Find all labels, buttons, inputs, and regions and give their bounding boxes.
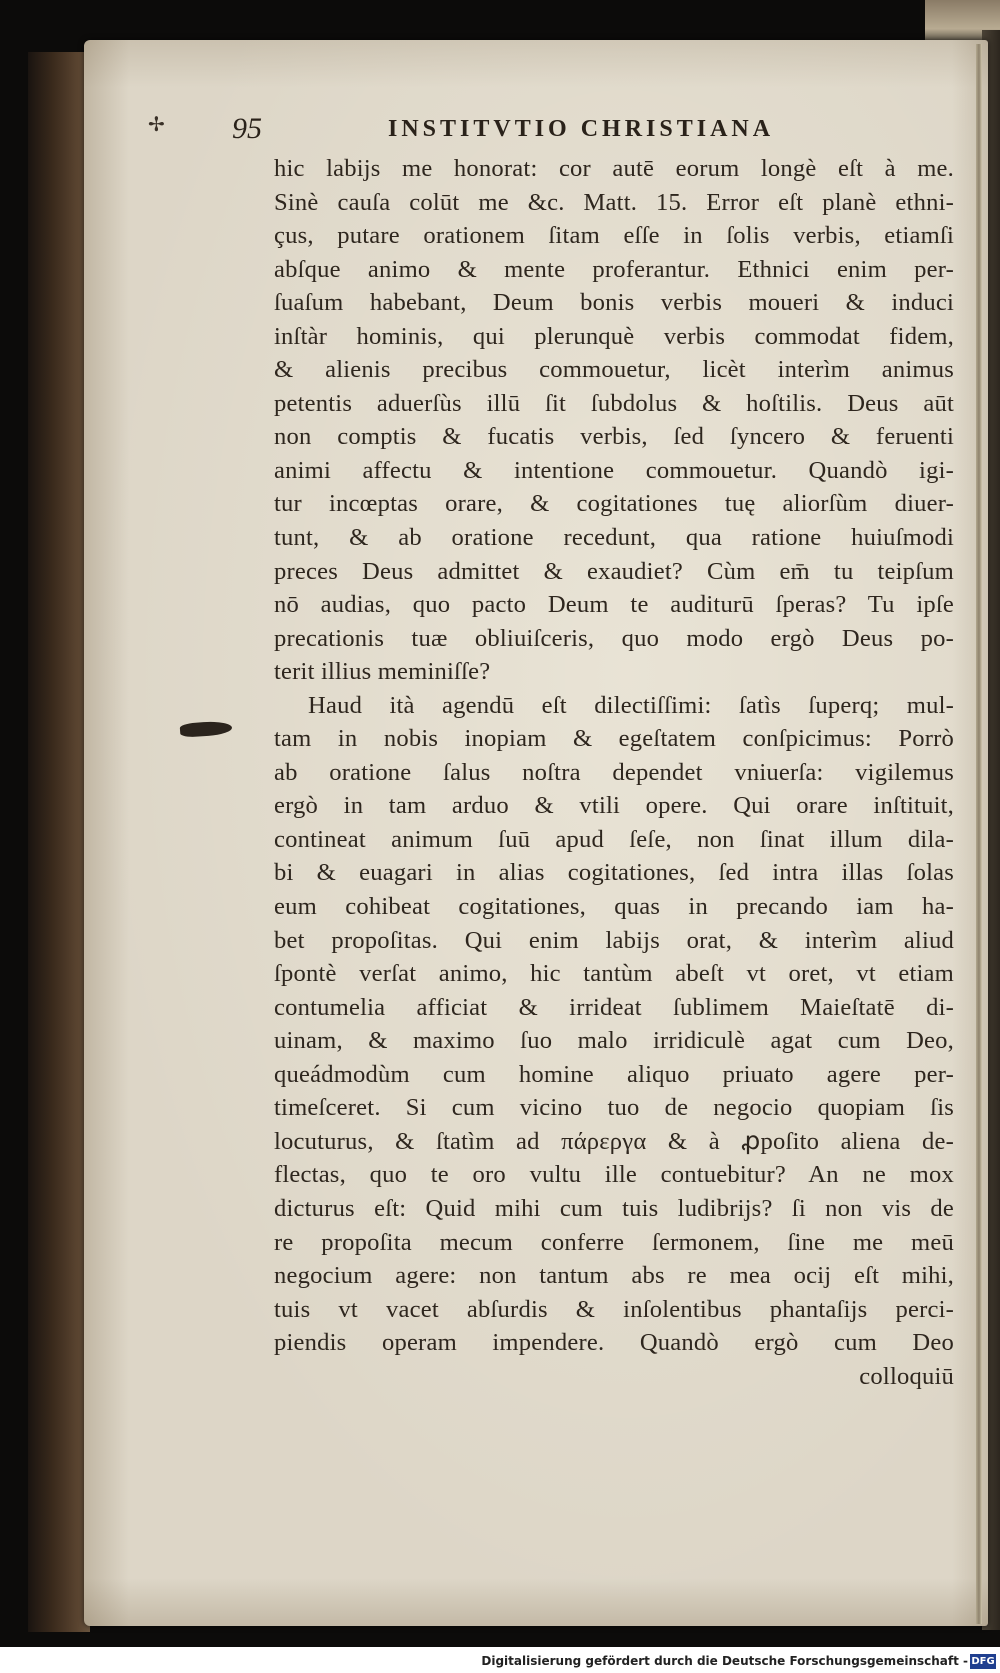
text-line: ergò in tam arduo & vtili opere. Qui orare inſtituit, <box>274 792 954 820</box>
funding-credit: Digitalisierung gefördert durch die Deutsche Forschungsgemeinschaft - <box>481 1654 968 1668</box>
running-head: INSTITVTIO CHRISTIANA <box>388 116 775 142</box>
text-line: nō audias, quo pacto Deum te auditurū ſperas? Tu ipſe <box>274 591 954 619</box>
text-line: tam in nobis inopiam & egeſtatem conſpicimus: Porrò <box>274 725 954 753</box>
text-line: piendis operam impendere. Quandò ergò cum Deo <box>274 1329 954 1357</box>
text-line: abſque animo & mente proferantur. Ethnici enim per- <box>274 255 954 283</box>
text-line: hic labijs me honorat: cor autē eorum longè eſt à me. <box>274 155 954 182</box>
page-header <box>232 112 814 152</box>
text-line: çus, putare orationem ſitam eſſe in ſolis verbis, etiamſi <box>274 222 954 250</box>
text-line: ſpontè verſat animo, hic tantùm abeſt vt oret, vt etiam <box>274 960 954 988</box>
text-line: contineat animum ſuū apud ſeſe, non ſinat illum dila- <box>274 825 954 853</box>
text-line: Haud ità agendū eſt dilectiſſimi: ſatìs ſuperq; mul- <box>308 691 954 719</box>
text-line: ſuaſum habebant, Deum bonis verbis moueri & induci <box>274 289 954 317</box>
text-line: queádmodùm cum homine aliquo priuato agere per- <box>274 1060 954 1088</box>
text-line: tuis vt vacet abſurdis & inſolentibus phantaſijs perci- <box>274 1295 954 1323</box>
text-line: animi affectu & intentione commouetur. Quandò igi- <box>274 456 954 484</box>
dfg-logo: DFG <box>971 1656 995 1667</box>
text-line: dicturus eſt: Quid mihi cum tuis ludibrijs? ſi non vis de <box>274 1194 954 1222</box>
book-binding-left <box>28 52 90 1632</box>
text-line: negocium agere: non tantum abs re mea ocij eſt mihi, <box>274 1262 954 1290</box>
text-line: & alienis precibus commouetur, licèt interìm animus <box>274 356 954 384</box>
text-line: bi & euagari in alias cogitationes, ſed intra illas ſolas <box>274 859 954 887</box>
text-line: eum cohibeat cogitationes, quas in precando iam ha- <box>274 893 954 921</box>
text-line: re propoſita mecum conferre ſermonem, ſine me meū <box>274 1228 954 1256</box>
text-line: flectas, quo te oro vultu ille contuebitur? An ne mox <box>274 1161 954 1189</box>
text-line: petentis aduerſùs illū ſit ſubdolus & hoſtilis. Deus aūt <box>274 389 954 417</box>
text-line: locuturus, & ſtatìm ad πάρεργα & à ꝓpoſito aliena de- <box>274 1127 954 1155</box>
catchword: colloquiū <box>859 1362 954 1390</box>
folio-number: 95 <box>232 112 262 145</box>
margin-mark-icon: ✢ <box>148 114 165 136</box>
text-line: ab oratione ſalus noſtra dependet vniuerſa: vigilemus <box>274 758 954 786</box>
footer-bar <box>0 1647 1000 1673</box>
text-line: uinam, & maximo ſuo malo irridiculè agat cum Deo, <box>274 1027 954 1055</box>
text-line: non comptis & fucatis verbis, ſed ſyncero & feruenti <box>274 423 954 451</box>
text-line: tunt, & ab oratione recedunt, qua ratione huiuſmodi <box>274 524 954 552</box>
text-line: preces Deus admittet & exaudiet? Cùm em̄ tu teipſum <box>274 557 954 585</box>
text-line: contumelia afficiat & irrideat ſublimem Maieſtatē di- <box>274 993 954 1021</box>
body-text <box>274 152 954 1393</box>
text-line: timeſceret. Si cum vicino tuo de negocio quopiam ſis <box>274 1094 954 1122</box>
page-edge <box>976 44 982 1624</box>
text-line: tur incœptas orare, & cogitationes tuę aliorſùm diuer- <box>274 490 954 518</box>
text-line: inſtàr hominis, qui plerunquè verbis commodat fidem, <box>274 322 954 350</box>
text-line: Sinè cauſa colūt me &c. Matt. 15. Error eſt planè ethni- <box>274 188 954 216</box>
text-line: precationis tuæ obliuiſceris, quo modo ergò Deus po- <box>274 624 954 652</box>
text-line: bet propoſitas. Qui enim labijs orat, & interìm aliud <box>274 926 954 954</box>
text-line: terit illius meminiſſe? <box>274 658 491 686</box>
